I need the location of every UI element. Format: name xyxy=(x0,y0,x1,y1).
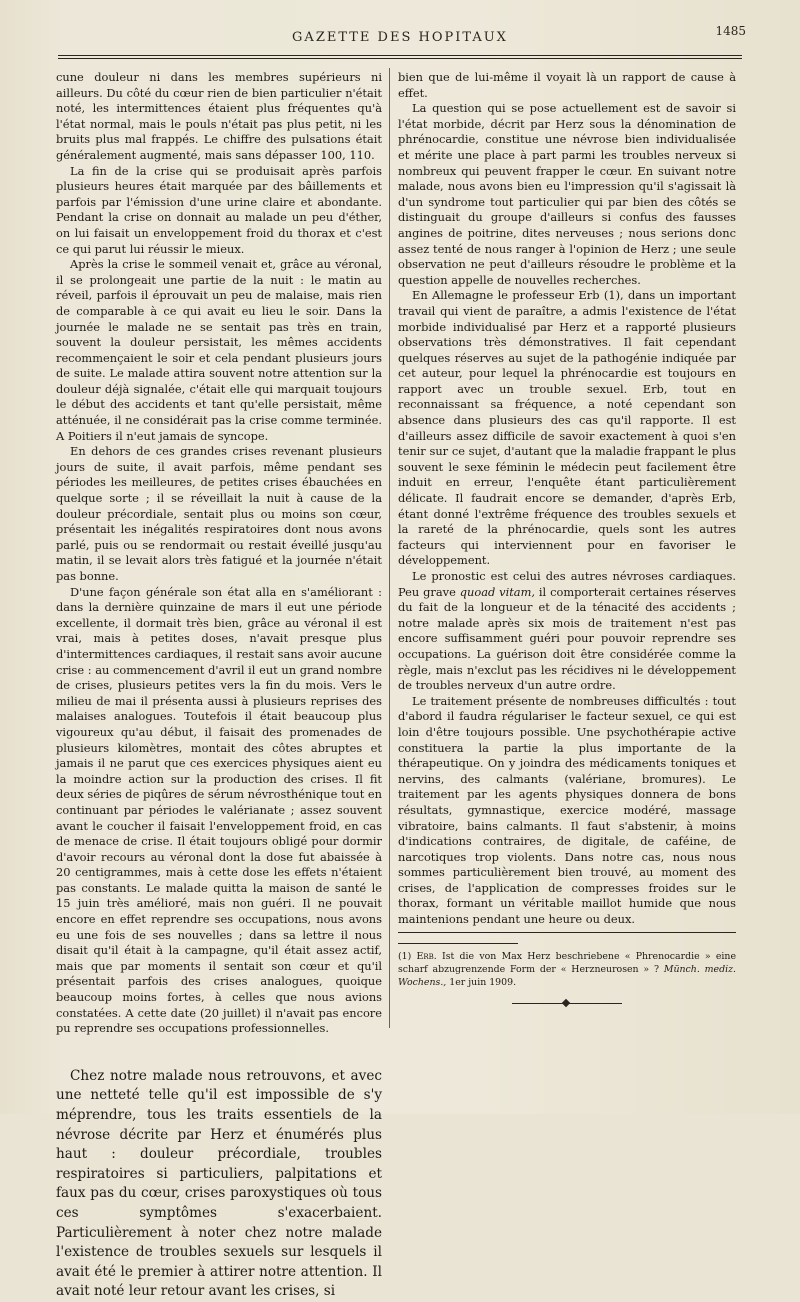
page-number: 1485 xyxy=(715,24,746,38)
ornament-diamond-icon xyxy=(562,998,570,1006)
footnote-author: Erb. xyxy=(416,950,437,962)
discussion-paragraph: Chez notre malade nous retrouvons, et avec une netteté telle qu'il est impossible de s'y méprendre, tous les traits essentiels de la névrose décrite par Herz et énumérés plus haut : douleur précordiale, troubles respiratoires si particuliers, palpitations et faux pas du cœur, crises paroxystiques où tous ces symptômes s'exacerbaient. Particulièrement à noter chez notre malade l'existence de troubles sexuels sur lesquels il avait été le premier à attirer notre attention. Il avait noté leur retour avant les crises, si xyxy=(56,1067,382,1300)
paragraph: La fin de la crise qui se produisait après parfois plusieurs heures était marquée par des bâillements et parfois par l'émission d'une urine claire et abondante. Pendant la crise on donnait au malade un peu d'éther, on lui faisait un enveloppement froid du thorax et c'est ce qui parut lui réussir le mieux. xyxy=(56,163,382,256)
end-ornament xyxy=(512,999,622,1007)
footnote-rule xyxy=(398,943,518,944)
footnote xyxy=(398,950,736,989)
paragraph: bien que de lui-même il voyait là un rapport de cause à effet. xyxy=(398,70,736,100)
footnote-journal: Münch. mediz. Wochens., xyxy=(398,963,736,988)
footnote-marker: (1) xyxy=(398,950,417,962)
right-column xyxy=(398,70,736,1007)
prognosis-text-cont: il comporterait certaines réserves du fait de la longueur et de la ténacité des accidents ; notre malade après six mois de traitement n'est pas encore suffisamment guéri pour pouvoir reprendre ses occupations. La guérison doit être considérée comme la règle, mais n'exclut pas les récidives ni le développement de troubles nerveux d'un autre ordre. xyxy=(398,584,736,693)
treatment-paragraph: Le traitement présente de nombreuses difficultés : tout d'abord il faudra régulariser le facteur sexuel, ce qui est loin d'être toujours possible. Une psychothérapie active constituera la partie la plus importante de la thérapeutique. On y joindra des médicaments toniques et nervins, des calmants (valériane, bromures). Le traitement par les agents physiques donnera de bons résultats, gymnastique, exercice modéré, massage vibratoire, bains calmants. Il faut s'abstenir, à moins d'indications contraires, de digitale, de caféine, de narcotiques trop violents. Dans notre cas, nous nous sommes particulièrement bien trouvé, au moment des crises, de l'application de compresses froides sur le thorax, formant un véritable maillot humide que nous maintenions pendant une heure ou deux. xyxy=(398,693,736,927)
prognosis-latin: quoad vitam, xyxy=(459,584,536,599)
prognosis-paragraph xyxy=(398,569,736,694)
column-divider xyxy=(389,68,390,1028)
paragraph: La question qui se pose actuellement est de savoir si l'état morbide, décrit par Herz sous la dénomination de phrénocardie, constitue une névrose bien individualisée et mérite une place à part parmi les troubles nerveux si nombreux qui peuvent frapper le cœur. En suivant notre malade, nous avons bien eu l'impression qu'il s'agissait là d'un syndrome tout particulier qui par bien des côtés se distinguait du groupe d'ailleurs si confus des fausses angines de poitrine, dites nerveuses ; nous serions donc assez tenté de nous ranger à l'opinion de Herz ; une seule observation ne peut d'ailleurs résoudre le problème et la question appelle de nouvelles recherches. xyxy=(398,101,736,287)
paragraph: En dehors de ces grandes crises revenant plusieurs jours de suite, il avait parfois, même pendant ses périodes les meilleures, de petites crises ébauchées en quelque sorte ; il se réveillait la nuit à cause de la douleur précordiale, sentait plus ou moins son cœur, présentait les inégalités respiratoires dont nous avons parlé, puis ou se rendormait ou restait éveillé jusqu'au matin, il se levait alors très fatigué et la journée n'était pas bonne. xyxy=(56,444,382,583)
paragraph: D'une façon générale son état alla en s'améliorant : dans la dernière quinzaine de mars il eut une période excellente, il dormait très bien, grâce au véronal il est vrai, mais à petites doses, n'avait presque plus d'intermittences cardiaques, il restait sans avoir aucune crise : au commencement d'avril il eut un grand nombre de crises, plusieurs petites vers la fin du mois. Vers le milieu de mai il présenta aussi à plusieurs reprises des malaises analogues. Toutefois il était beaucoup plus vigoureux qu'au début, il faisait des promenades de plusieurs kilomètres, montait des côtes abruptes et jamais il ne parut que ces exercices physiques aient eu la moindre action sur la production des crises. Il fit deux séries de piqûres de sérum névrosthénique tout en continuant par périodes le valérianate ; assez souvent avant le coucher il faisait l'enveloppement froid, en cas de menace de crise. Il était toujours obligé pour dormir d'avoir recours au véronal dont la dose fut abaissée à 20 centigrammes, mais à cette dose les effets n'étaient pas constants. Le malade quitta la maison de santé le 15 juin très amélioré, mais non guéri. Il ne pouvait encore en effet reprendre ses occupations, nous avons eu une fois de ses nouvelles ; dans sa lettre il nous disait qu'il était à la campagne, qu'il était assez actif, mais que par moments il sentait son cœur et qu'il présentait parfois des crises analogues, quoique beaucoup moins fortes, à celles que nous avions constatées. A cette date (20 juillet) il n'avait pas encore pu reprendre ses occupations professionnelles. xyxy=(56,584,382,1036)
header-rule-double xyxy=(58,58,742,59)
footnote-text: Ist die von Max Herz beschriebene « Phrenocardie » eine scharf abzugrenzende Form der « Herzneurosen » ? xyxy=(398,950,736,975)
paragraph: En Allemagne le professeur Erb (1), dans un important travail qui vient de paraître, a admis l'existence de l'état morbide individualisé par Herz et a rapporté plusieurs observations très démonstratives. Il fait cependant quelques réserves au sujet de la pathogénie indiquée par cet auteur, pour lequel la phrénocardie est toujours en rapport avec un trouble sexuel. Erb, tout en reconnaissant sa fréquence, a noté cependant son absence dans plusieurs des cas qu'il rapporte. Il est d'ailleurs assez difficile de savoir exactement à quoi s'en tenir sur ce sujet, d'autant que la maladie frappant le plus souvent le sexe féminin le médecin peut facilement être induit en erreur, l'enquête étant particulièrement délicate. Il faudrait encore se demander, d'après Erb, étant donné l'extrême fréquence des troubles sexuels et la rareté de la phrénocardie, quels sont les autres facteurs qui interviennent pour en favoriser le développement. xyxy=(398,288,736,568)
paragraph: cune douleur ni dans les membres supérieurs ni ailleurs. Du côté du cœur rien de bien particulier n'était noté, les intermittences étaient plus fréquentes qu'à l'état normal, mais le pouls n'était pas plus petit, ni les bruits plus mal frappés. Le chiffre des pulsations était généralement augmenté, mais sans dépasser 100, 110. xyxy=(56,70,382,162)
journal-title: GAZETTE DES HOPITAUX xyxy=(292,30,508,45)
left-column xyxy=(56,70,382,1302)
footnote-date: 1er juin 1909. xyxy=(446,976,517,988)
section-rule xyxy=(398,932,736,933)
prognosis-text: Le pronostic est celui des autres névroses cardiaques. Peu grave xyxy=(398,569,736,599)
paragraph: Après la crise le sommeil venait et, grâce au véronal, il se prolongeait une partie de la nuit : le matin au réveil, parfois il éprouvait un peu de malaise, mais rien de comparable à ce qui avait eu lieu le soir. Dans la journée le malade ne se sentait pas très en train, souvent la douleur persistait, les mêmes accidents recommençaient le soir et cela pendant plusieurs jours de suite. Le malade attira souvent notre attention sur la douleur déjà signalée, c'était elle qui marquait toujours le début des accidents et tant qu'elle persistait, même atténuée, il ne considérait pas la crise comme terminée. A Poitiers il n'eut jamais de syncope. xyxy=(56,257,382,443)
page-header xyxy=(60,24,746,52)
header-rule xyxy=(58,55,742,56)
